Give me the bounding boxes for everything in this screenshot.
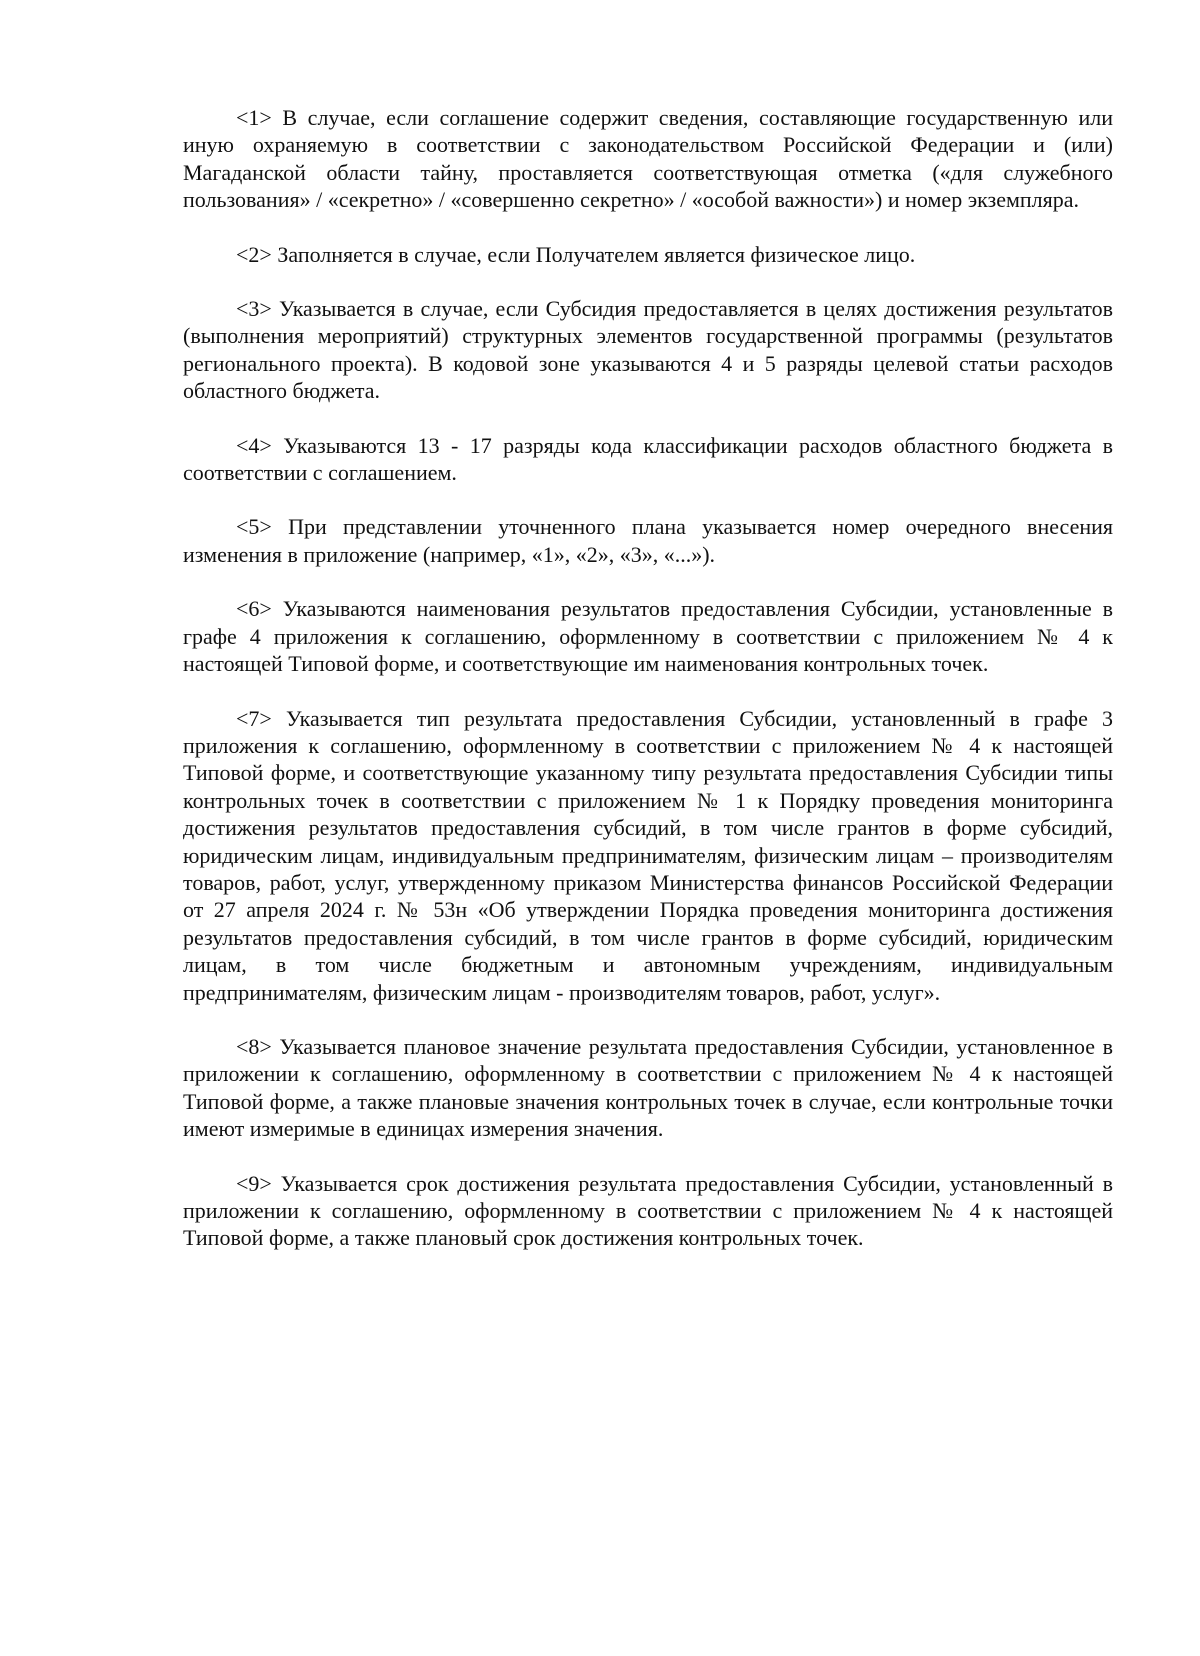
footnote-marker: <4>: [236, 432, 272, 458]
footnote-9: [183, 1170, 1113, 1252]
footnote-marker: <5>: [236, 514, 272, 540]
footnote-2: [183, 241, 1113, 268]
footnote-marker: <2>: [236, 241, 272, 267]
footnote-5: [183, 513, 1113, 568]
footnotes-list: [183, 104, 1113, 1279]
footnote-marker: <3>: [236, 296, 272, 322]
footnote-3: [183, 295, 1113, 405]
footnote-marker: <8>: [236, 1033, 272, 1059]
footnote-text: Заполняется в случае, если Получателем является физическое лицо.: [277, 241, 916, 267]
footnote-1: [183, 104, 1113, 214]
footnote-marker: <6>: [236, 596, 272, 622]
footnote-text: Указывается в случае, если Субсидия предоставляется в целях достижения результатов (выполнения мероприятий) структурных элементов государственной программы (результатов регионального проекта). В кодовой зоне указываются 4 и 5 разряды целевой статьи расходов областного бюджета.: [183, 296, 1113, 404]
footnote-text: Указываются 13 - 17 разряды кода классификации расходов областного бюджета в соответствии с соглашением.: [183, 432, 1114, 486]
footnote-8: [183, 1033, 1113, 1143]
footnote-text: Указываются наименования результатов предоставления Субсидии, установленные в графе 4 приложения к соглашению, оформленному в соответствии с приложением № 4 к настоящей Типовой форме, и соответствующие им наименования контрольных точек.: [183, 596, 1114, 677]
footnote-text: Указывается плановое значение результата предоставления Субсидии, установленное в приложении к соглашению, оформленному в соответствии с приложением № 4 к настоящей Типовой форме, а также плановые значения контрольных точек в случае, если контрольные точки имеют измеримые в единицах измерения значения.: [183, 1033, 1113, 1142]
footnote-7: [183, 705, 1113, 1006]
footnote-marker: <9>: [236, 1170, 272, 1196]
footnote-marker: <1>: [236, 105, 272, 130]
footnote-text: В случае, если соглашение содержит сведения, составляющие государственную или иную охраняемую в соответствии с законодательством Российской Федерации и (или) Магаданской области тайну, проставляется соответствующая отметка («для служебного пользования» / «секретно» / «совершенно секретно» / «особой важности») и номер экземпляра.: [183, 105, 1114, 213]
footnote-text: Указывается срок достижения результата предоставления Субсидии, установленный в приложении к соглашению, оформленному в соответствии с приложением № 4 к настоящей Типовой форме, а также плановый срок достижения контрольных точек.: [183, 1170, 1114, 1251]
footnote-6: [183, 595, 1113, 677]
footnote-marker: <7>: [236, 705, 272, 731]
footnote-text: При представлении уточненного плана указывается номер очередного внесения изменения в приложение (например, «1», «2», «3», «...»).: [183, 514, 1113, 567]
footnote-4: [183, 432, 1113, 487]
footnote-text: Указывается тип результата предоставления Субсидии, установленный в графе 3 приложения к соглашению, оформленному в соответствии с приложением № 4 к настоящей Типовой форме, и соответствующие указанному типу результата предоставления Субсидии типы контрольных точек в соответствии с приложением № 1 к Порядку проведения мониторинга достижения результатов предоставления субсидий, в том числе грантов в форме субсидий, юридическим лицам, индивидуальным предпринимателям, физическим лицам – производителям товаров, работ, услуг, утвержденному приказом Министерства финансов Российской Федерации от 27 апреля 2024 г. № 53н «Об утверждении Порядка проведения мониторинга достижения результатов предоставления субсидий, в том числе грантов в форме субсидий, юридическим лицам, в том числе бюджетным и автономным учреждениям, индивидуальным предпринимателям, физическим лицам - производителям товаров, работ, услуг».: [183, 705, 1114, 1005]
